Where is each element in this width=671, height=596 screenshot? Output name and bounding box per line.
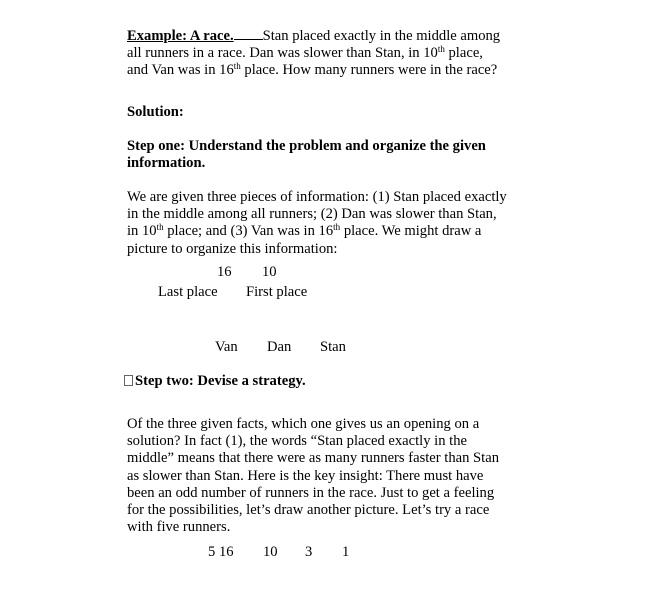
example-label: Example: A race.: [127, 28, 234, 44]
runner-dan: Dan: [267, 339, 292, 355]
diagram-number-16: 16: [217, 264, 232, 280]
given-paragraph: We are given three pieces of information: (1) Stan placed exactly in the middle among all runners; (2) Dan was slower than Stan, in 10th place; and (3) Van was in 16th place. We might draw a picture to organize this information:: [127, 189, 507, 257]
blank-underline: [234, 27, 263, 40]
diagram2-number-3: 3: [305, 544, 313, 560]
first-place-label: First place: [246, 284, 308, 300]
runner-stan: Stan: [320, 339, 346, 355]
example-text-a: Stan placed exactly in the middle among all runners in a race. Dan was slower than Stan, in 10: [127, 28, 501, 62]
strategy-paragraph: Of the three given facts, which one gives us an opening on a solution? In fact (1), the words “Stan placed exactly in the middle” means that there were as many runners faster than Stan as slower than Stan. Here is the key insight: There must have been an odd number of runners in the race. Just to get a feeling for the possibilities, let’s draw another picture. Let’s try a race with five runners.: [127, 416, 500, 536]
diagram2-number-5-16: 5 16: [208, 544, 234, 560]
step-one-heading: Step one: Understand the problem and organize the given information.: [127, 138, 486, 172]
diagram-number-10: 10: [262, 264, 277, 280]
diagram2-number-10: 10: [263, 544, 278, 560]
solution-heading: Solution:: [127, 104, 184, 120]
runner-van: Van: [215, 339, 238, 355]
last-place-label: Last place: [158, 284, 218, 300]
diagram2-number-1: 1: [342, 544, 350, 560]
example-paragraph: Example: A race. Stan placed exactly in the middle among all runners in a race. Dan was slower than Stan, in 10th place, and Van was in 16th place. How many runners were in the race?: [127, 28, 501, 79]
step-two-heading: Step two: Devise a strategy.: [124, 373, 306, 390]
checkbox-glyph-icon: [124, 375, 133, 386]
